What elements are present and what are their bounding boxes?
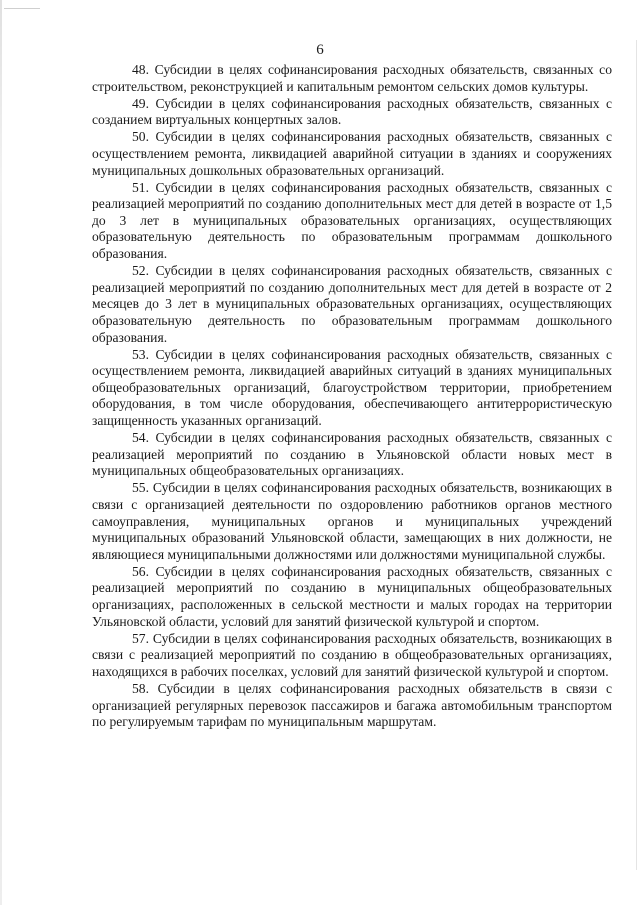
paragraph-48: 48. Субсидии в целях софинансирования расходных обязательств, связанных со строительством, реконструкцией и капитальным ремонтом сельских домов культуры. — [92, 62, 612, 94]
paragraph-55: 55. Субсидии в целях софинансирования расходных обязательств, возникающих в связи с организацией деятельности по оздоровлению работников органов местного самоуправления, муниципальных органов и муниципальных учреждений муниципальных образований Ульяновской области, замещающих в них должности, не являющиеся муниципальными должностями или должностями муниципальной службы. — [92, 480, 612, 562]
paragraph-53: 53. Субсидии в целях софинансирования расходных обязательств, связанных с осуществлением ремонта, ликвидацией аварийных ситуаций в зданиях муниципальных общеобразовательных организаций, благоустройством территории, приобретением оборудования, в том числе оборудования, обеспечивающего антитеррористическую защищенность указанных организаций. — [92, 346, 612, 428]
page-number: 6 — [316, 42, 324, 58]
paragraph-50: 50. Субсидии в целях софинансирования расходных обязательств, связанных с осуществлением ремонта, ликвидацией аварийной ситуации в зданиях и сооружениях муниципальных дошкольных образовательных организаций. — [92, 129, 612, 178]
scan-edge-left — [0, 0, 2, 905]
paragraph-51: 51. Субсидии в целях софинансирования расходных обязательств, связанных с реализацией мероприятий по созданию дополнительных мест для детей в возрасте от 1,5 до 3 лет в муниципальных образовательных организациях, осуществляющих образовательную деятельность по образовательным программам дошкольного образования. — [92, 179, 612, 262]
paragraph-56: 56. Субсидии в целях софинансирования расходных обязательств, связанных с реализацией мероприятий по созданию в муниципальных общеобразовательных организациях, расположенных в сельской местности и малых городах на территории Ульяновской области, условий для занятий физической культурой и спортом. — [92, 563, 612, 629]
paragraph-54: 54. Субсидии в целях софинансирования расходных обязательств, связанных с реализацией мероприятий по созданию в Ульяновской области новых мест в муниципальных общеобразовательных организациях. — [92, 430, 612, 479]
paragraph-58: 58. Субсидии в целях софинансирования расходных обязательств в связи с организацией регулярных перевозок пассажиров и багажа автомобильным транспортом по регулируемым тарифам по муниципальным маршрутам. — [92, 680, 612, 730]
paragraph-52: 52. Субсидии в целях софинансирования расходных обязательств, связанных с реализацией мероприятий по созданию дополнительных мест для детей в возрасте от 2 месяцев до 3 лет в муниципальных образовательных организациях, осуществляющих образовательную деятельность по образовательным программам дошкольного образования. — [92, 263, 612, 345]
scan-edge-right — [636, 40, 637, 870]
scan-mark — [4, 8, 40, 9]
paragraph-57: 57. Субсидии в целях софинансирования расходных обязательств, возникающих в связи с реализацией мероприятий по созданию в общеобразовательных организациях, находящихся в рабочих поселках, условий для занятий физической культурой и спортом. — [92, 630, 612, 679]
paragraph-49: 49. Субсидии в целях софинансирования расходных обязательств, связанных с созданием виртуальных концертных залов. — [92, 95, 612, 128]
document-body — [92, 62, 612, 731]
